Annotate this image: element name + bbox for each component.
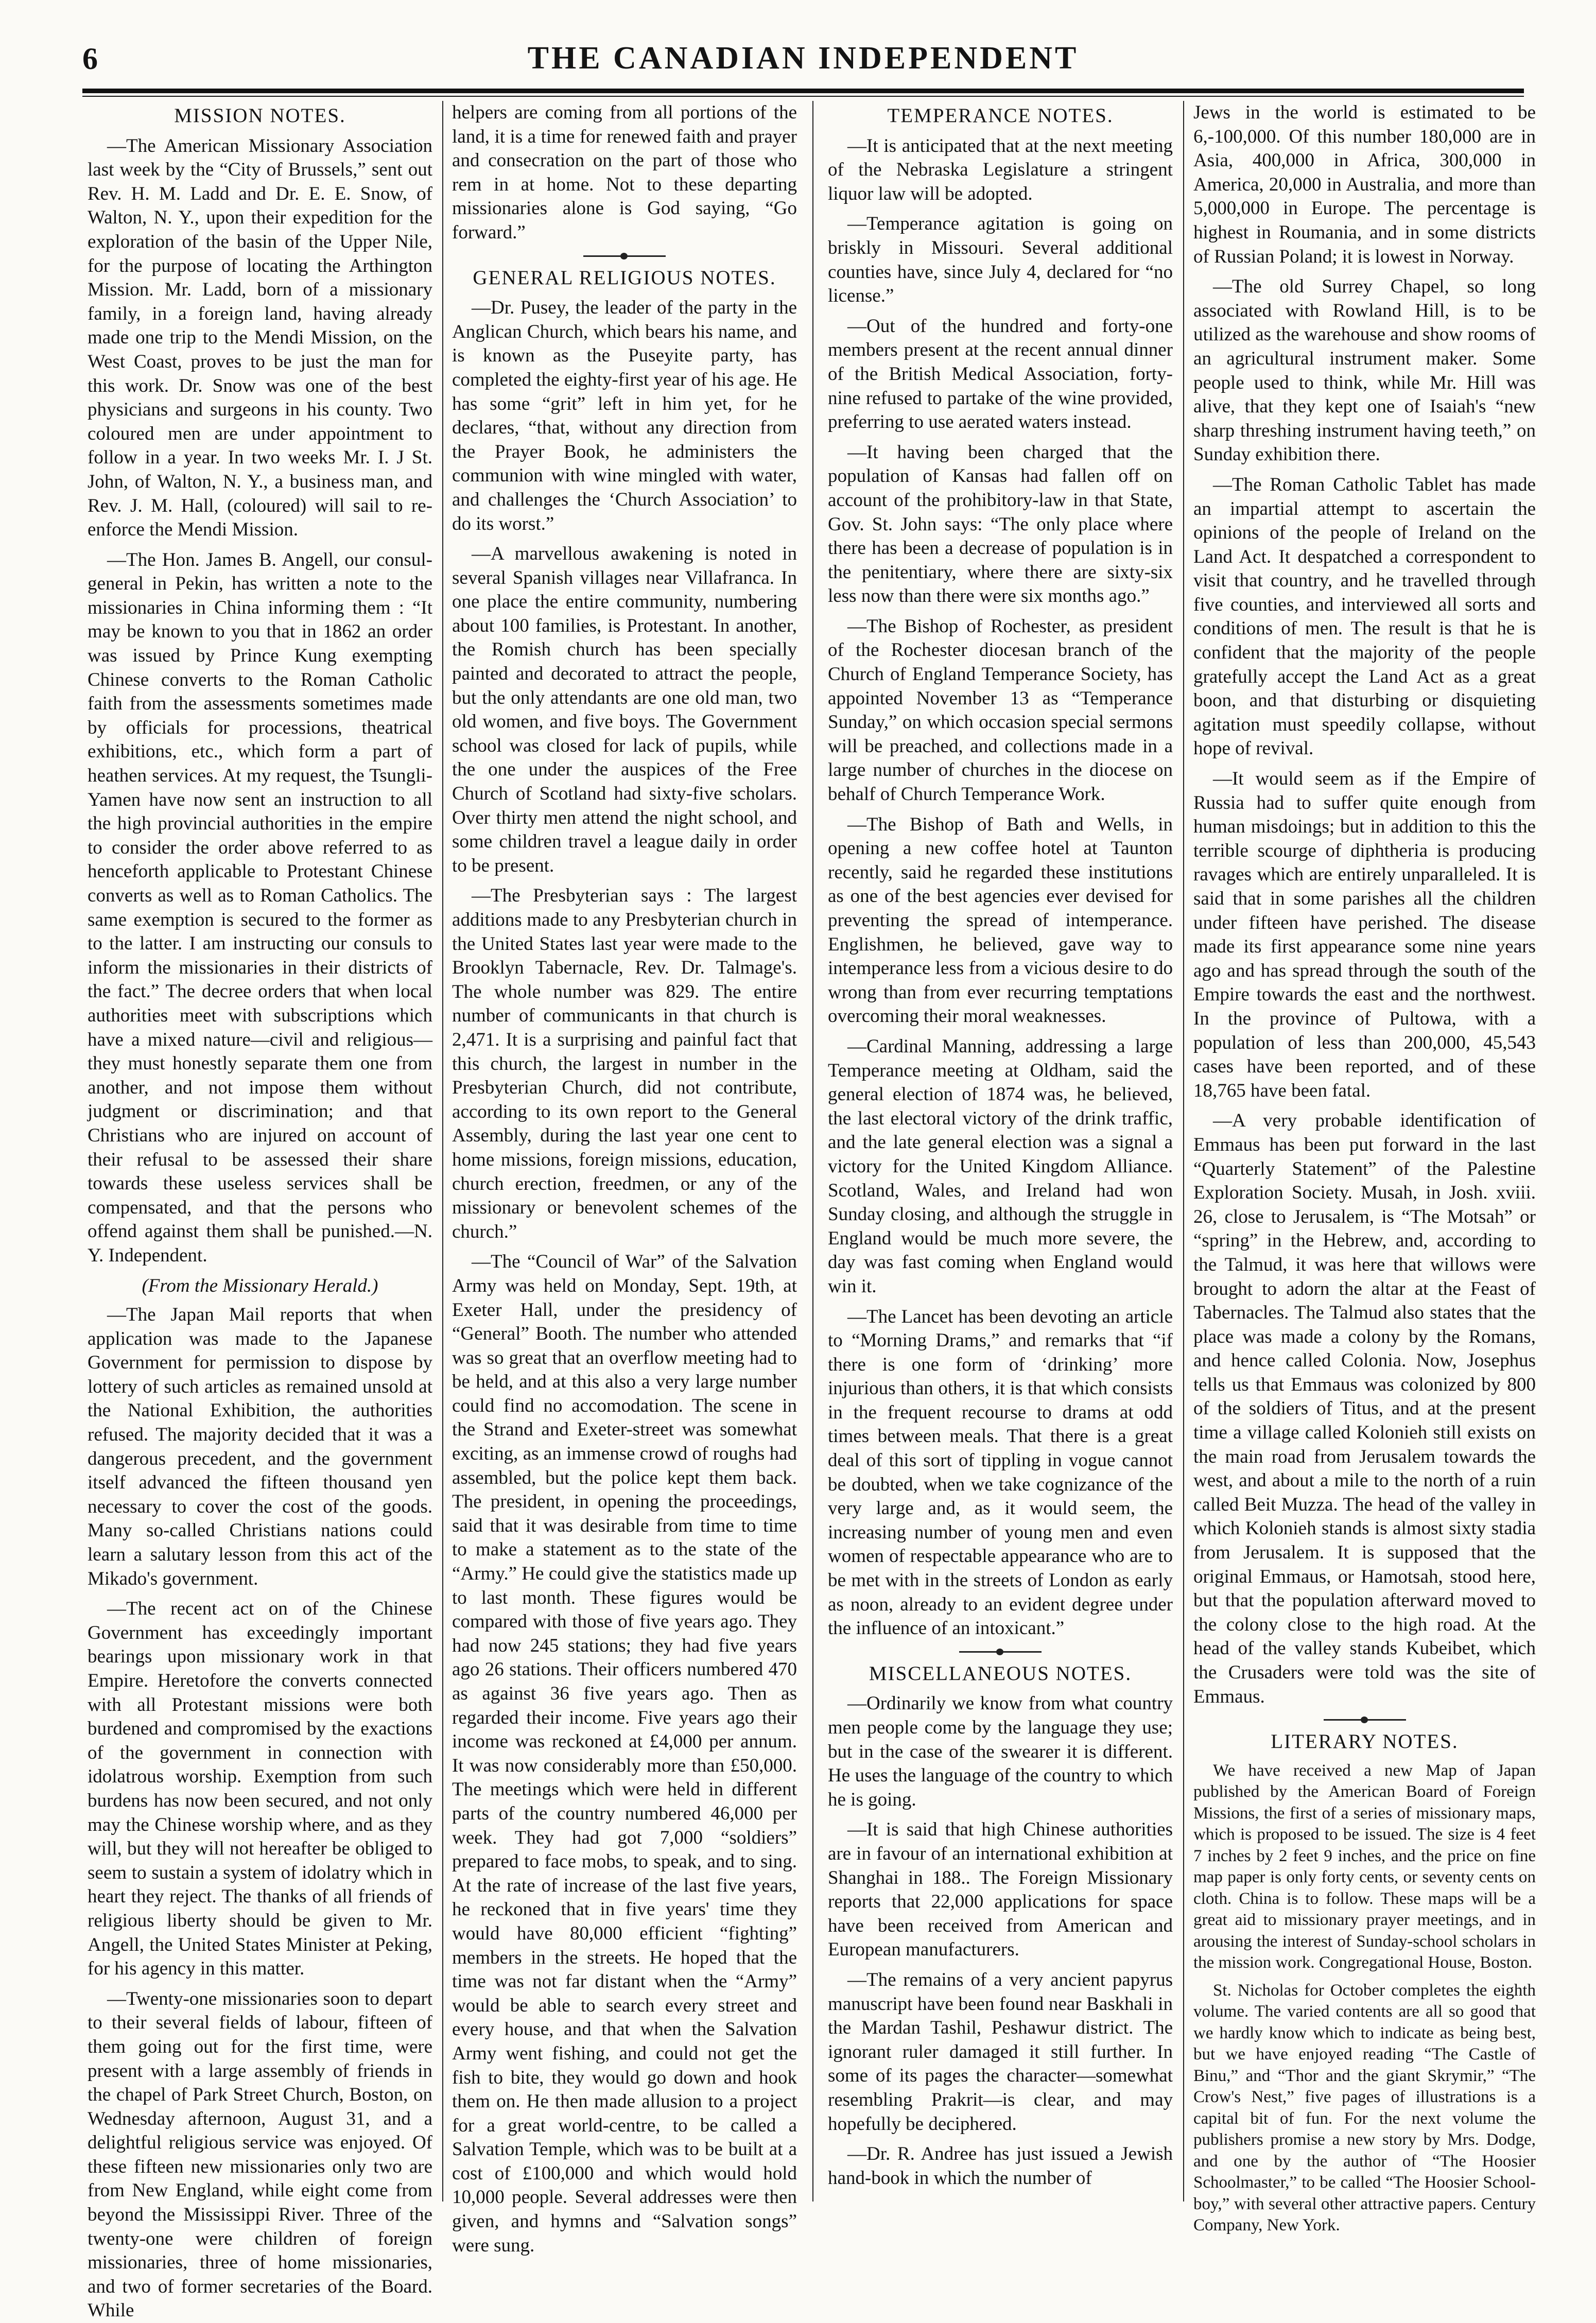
column-literary-notes (1193, 101, 1536, 2235)
article-paragraph: —Temperance agitation is going on briskly in Missouri. Several additional counties have, since July 4, declared for “no license.” (828, 213, 1173, 307)
article-paragraph: —The recent act on of the Chinese Government has exceedingly important bearings upon missionary work in that Empire. Heretofore the converts connected with all Protestant missions were both burdened and compromised by the exactions of the government in connection with idolatrous worship. Exemption from such burdens has now been secured, and not only may the Chinese worship where, and as they will, but they will not hereafter be obliged to seem to sustain a system of idolatry which in heart they reject. The thanks of all friends of religious liberty should be given to Mr. Angell, the United States Minister at Peking, for his agency in this matter. (88, 1598, 432, 1980)
article-paragraph: —The old Surrey Chapel, so long associated with Rowland Hill, is to be utilized as the warehouse and show rooms of an agricultural instrument maker. Some people used to think, while Mr. Hill was alive, that they kept one of Isaiah's “new sharp threshing instrument having teeth,” on Sunday exhibition there. (1193, 276, 1536, 465)
masthead-rule-thick (82, 89, 1524, 93)
article-paragraph: —The Bishop of Rochester, as president of the Rochester diocesan branch of the Church of England Temperance Society, has appointed November 13 as “Temperance Sunday,” on which occasion special sermons will be preached, and collections made in a large number of churches in the diocese on behalf of Church Temperance Work. (828, 615, 1173, 805)
masthead-rule-thin (82, 96, 1524, 97)
section-separator (1324, 1719, 1406, 1721)
article-paragraph: We have received a new Map of Japan published by the American Board of Foreign Missions, the first of a series of missionary maps, which is proposed to be issued. The size is 4 feet 7 inches by 2 feet 9 inches, and the price on fine map paper is only forty cents, or seventy cents on cloth. China is to follow. These maps will be a great aid to missionary prayer meetings, and in arousing the interest of Sunday-school scholars in the mission work. Congregational House, Boston. (1193, 1761, 1536, 1972)
article-paragraph: —Dr. R. Andree has just issued a Jewish hand-book in which the number of (828, 2143, 1173, 2189)
article-paragraph: —The Japan Mail reports that when application was made to the Japanese Government for permission to dispose by lottery of such articles as remained unsold at the National Exhibition, the authorities refused. The majority decided that it was a dangerous precedent, and the government itself advanced the fifteen thousand yen necessary to cover the cost of the goods. Many so-called Christians nations could learn a salutary lesson from this act of the Mikado's government. (88, 1304, 432, 1589)
article-paragraph: —The Lancet has been devoting an article to “Morning Drams,” and remarks that “if there is one form of ‘drinking’ more injurious than others, it is that which consists in the frequent recourse to drams at odd times between meals. That there is a great deal of this sort of tippling in vogue cannot be doubted, when we take cognizance of the very large and, as it would seem, the increasing number of young men and even women of respectable appearance who are to be met with in the streets of London as early as noon, already to an evident degree under the influence of an intoxicant.” (828, 1306, 1173, 1639)
article-paragraph: —The American Missionary Association last week by the “City of Brussels,” sent out Rev. H. M. Ladd and Dr. E. E. Snow, of Walton, N. Y., upon their expedition for the exploration of the basin of the Upper Nile, for the purpose of locating the Arthington Mission. Mr. Ladd, born of a missionary family, in a foreign land, having already made one trip to the Mendi Mission, on the West Coast, proves to be just the man for this work. Dr. Snow was one of the best physicians and surgeons in his county. Two coloured men are under appointment to follow in a year. In two weeks Mr. I. J St. John, of Walton, N. Y., a business man, and Rev. J. M. Hall, (coloured) will sail to re-enforce the Mendi Mission. (88, 135, 432, 541)
section-heading-temperance-notes: TEMPERANCE NOTES. (887, 105, 1114, 127)
newspaper-title: THE CANADIAN INDEPENDENT (527, 41, 1079, 76)
article-paragraph: —Cardinal Manning, addressing a large Temperance meeting at Oldham, said the general election of 1874 was, he believed, the last electoral victory of the drink traffic, and the late general election was a signal a victory for the United Kingdom Alliance. Scotland, Wales, and Ireland had won Sunday closing, and although the struggle in England would be much more severe, the day was fast coming when England would win it. (828, 1035, 1173, 1297)
column-divider (1183, 101, 1184, 2201)
article-paragraph: —It would seem as if the Empire of Russia had to suffer quite enough from human misdoings; but in addition to this the terrible scourge of diphtheria is producing ravages which are entirely unparalleled. It is said that in some parishes all the children under fifteen have perished. The disease made its first appearance some nine years ago and has spread through the south of the Empire towards the east and the northwest. In the province of Pultowa, with a population of less than 200,000, 45,543 cases have been reported, and of these 18,765 have been fatal. (1193, 768, 1536, 1101)
article-paragraph: —A very probable identification of Emmaus has been put forward in the last “Quarterly Statement” of the Palestine Exploration Society. Musah, in Josh. xviii. 26, close to Jerusalem, is “The Motsah” or “spring” in the Hebrew, and, according to the Talmud, it was here that willows were brought to adorn the altar at the Feast of Tabernacles. The Talmud also states that the place was made a colony by the Romans, and hence called Colonia. Now, Josephus tells us that Emmaus was colonized by 800 of the soldiers of Titus, and at the present time a village called Kolonieh still exists on the main road from Jerusalem towards the west, and about a mile to the north of a ruin called Beit Muzza. The head of the valley in which Kolonieh stands is almost sixty stadia from Jerusalem. It is supposed that the original Emmaus, or Hamotsah, stood here, but that the population afterward moved to the colony close to the high road. At the head of the valley stands Kubeibet, which the Crusaders were told was the site of Emmaus. (1193, 1110, 1536, 1707)
article-paragraph: —It is anticipated that at the next meeting of the Nebraska Legislature a stringent liquor law will be adopted. (828, 135, 1173, 204)
column-temperance-notes (828, 101, 1173, 2201)
section-heading-literary-notes: LITERARY NOTES. (1271, 1730, 1459, 1753)
section-separator (583, 255, 666, 257)
article-paragraph: —The Hon. James B. Angell, our consul-general in Pekin, has written a note to the missionaries in China informing them : “It may be known to you that in 1862 an order was issued by Prince Kung exempting Chinese converts to the Roman Catholic faith from the assessments sometimes made by officials for processions, theatrical exhibitions, etc., which form a part of heathen services. At my request, the Tsungli-Yamen have now sent an instruction to all the high provincial authorities in the empire to consider the order above referred to as henceforth applicable to Protestant Chinese converts as well as to Roman Catholics. The same exemption is secured to the former as to the latter. I am instructing our consuls to inform the missionaries in their districts of the fact.” The decree orders that when local authorities meet with subscriptions which have a mixed nature—civil and religious—they must honestly separate them one from another, and not impose them without judgment or discrimination; and that Christians who are injured on account of their refusal to be assessed their share towards these useless services shall be compensated, and that the persons who offend against them shall be punished.—N. Y. Independent. (88, 549, 432, 1266)
section-separator (959, 1651, 1042, 1653)
article-paragraph: —A marvellous awakening is noted in several Spanish villages near Villafranca. In one place the entire community, numbering about 100 families, is Protestant. In another, the Romish church has been specially painted and decorated to attract the people, but the only attendants are one old man, two old women, and five boys. The Government school was closed for lack of pupils, while the one under the auspices of the Free Church of Scotland had sixty-five scholars. Over thirty men attend the night school, and some children travel a league daily in order to be present. (452, 543, 797, 876)
section-heading-miscellaneous-notes: MISCELLANEOUS NOTES. (869, 1662, 1132, 1685)
article-paragraph: —The Bishop of Bath and Wells, in opening a new coffee hotel at Taunton recently, said he regarded these institutions as one of the best agencies ever devised for preventing the spread of intemperance. Englishmen, he believed, gave way to intemperance less from a vicious desire to do wrong than from ever recurring temptations overcoming their moral weaknesses. (828, 813, 1173, 1027)
section-heading-general-religious-notes: GENERAL RELIGIOUS NOTES. (473, 266, 776, 289)
article-paragraph: —Dr. Pusey, the leader of the party in the Anglican Church, which bears his name, and is known as the Puseyite party, has completed the eighty-first year of his age. He has some “grit” left in him yet, for he declares, “that, without any direction from the Prayer Book, he administers the communion with wine mingled with water, and challenges the ‘Church Association’ to do its worst.” (452, 297, 797, 534)
section-heading-mission-notes: MISSION NOTES. (174, 105, 346, 127)
article-paragraph: —The remains of a very ancient papyrus manuscript have been found near Baskhali in the Mardan Tashil, Peshawur district. The ignorant ruler damaged it still further. In some of its pages the character—somewhat resembling Prakrit—is clear, and may hopefully be deciphered. (828, 1969, 1173, 2135)
article-paragraph: —Twenty-one missionaries soon to depart to their several fields of labour, fifteen of them going out for the first time, were present with a large assembly of friends in the chapel of Park Street Church, Boston, on Wednesday afternoon, August 31, and a delightful religious service was enjoyed. Of these fifteen new missionaries only two are from New England, while eight come from beyond the Mississippi River. Three of the twenty-one were children of foreign missionaries, three of home missionaries, and two of former secretaries of the Board. While (88, 1988, 432, 2321)
article-paragraph-continued: helpers are coming from all portions of the land, it is a time for renewed faith and prayer and consecration on the part of those who rem in at home. Not to these departing missionaries alone is God saying, “Go forward.” (452, 102, 797, 243)
column-mission-notes (88, 101, 432, 2321)
article-paragraph-continued: Jews in the world is estimated to be 6,-100,000. Of this number 180,000 are in Asia, 400,000 in Africa, 300,000 in America, 20,000 in Australia, and more than 5,000,000 in Europe. The percentage is highest in Roumania, and in some districts of Russian Poland; it is lowest in Norway. (1193, 102, 1536, 267)
column-divider (442, 101, 443, 2201)
article-paragraph: —The “Council of War” of the Salvation Army was held on Monday, Sept. 19th, at Exeter Hall, under the presidency of “General” Booth. The number who attended was so great that an overflow meeting had to be held, and at this also a very large number could find no accomodation. The scene in the Strand and Exeter-street was somewhat exciting, as an immense crowd of roughs had assembled, but the police kept them back. The president, in opening the proceedings, said that it was desirable from time to time to make a statement as to the state of the “Army.” He could give the statistics made up to last month. These figures would be compared with those of five years ago. They had now 245 stations; they had five years ago 26 stations. Their officers numbered 470 as against 36 five years ago. Then as regarded their income. Five years ago their income was reckoned at £4,000 per annum. It was now considerably more than £50,000. The meetings which were held in different parts of the country numbered 46,000 per week. They had got 7,000 “soldiers” prepared to face mobs, to speak, and to sing. At the rate of increase of the last five years, he reckoned that in five years' time they would have 80,000 efficient “fighting” members in the streets. He hoped that the time was not far distant when the “Army” would be able to search every street and every house, and that when the Salvation Army went fishing, and could not get the fish to bite, they would go down and hook them on. He then made allusion to a project for a great world-centre, to be called a Salvation Temple, which was to be built at a cost of £100,000 and which would hold 10,000 people. Several addresses were then given, and hymns and “Salvation songs” were sung. (452, 1251, 797, 2256)
column-divider (812, 101, 813, 2201)
article-paragraph: —Out of the hundred and forty-one members present at the recent annual dinner of the British Medical Association, forty-nine refused to partake of the wine provided, preferring to use aerated waters instead. (828, 315, 1173, 433)
article-paragraph: —It is said that high Chinese authorities are in favour of an international exhibition at Shanghai in 188.. The Foreign Missionary reports that 22,000 applications for space have been received from American and European manufacturers. (828, 1819, 1173, 1961)
article-paragraph: St. Nicholas for October completes the eighth volume. The varied contents are all so good that we hardly know which to indicate as being best, but we have enjoyed reading “The Castle of Binu,” and “Thor and the giant Skrymir,” “The Crow's Nest,” five pages of illustrations is a capital bit of fun. For the next volume the publishers promise a new story by Mrs. Dodge, and one by the author of “The Hoosier Schoolmaster,” to be called “The Hoosier School-boy,” with several other attractive papers. Century Company, New York. (1193, 1981, 1536, 2235)
column-general-religious-notes (452, 101, 797, 2256)
source-subheading: (From the Missionary Herald.) (142, 1275, 378, 1296)
page-number: 6 (82, 42, 98, 76)
article-paragraph: —It having been charged that the population of Kansas had fallen off on account of the prohibitory-law in that State, Gov. St. John says: “The only place where there has been a decrease of population is in the penitentiary, where there are sixty-six less now than there were six months ago.” (828, 441, 1173, 607)
article-paragraph: —The Roman Catholic Tablet has made an impartial attempt to ascertain the opinions of the people of Ireland on the Land Act. It despatched a correspondent to visit that country, and he travelled through five counties, and interviewed all sorts and conditions of men. The result is that he is confident that the majority of the people gratefully accept the Land Act as a great boon, and that disturbing or disquieting agitation must speedily collapse, without hope of revival. (1193, 474, 1536, 759)
article-paragraph: —The Presbyterian says : The largest additions made to any Presbyterian church in the United States last year were made to the Brooklyn Tabernacle, Rev. Dr. Talmage's. The whole number was 829. The entire number of communicants in that church is 2,471. It is a surprising and painful fact that this church, the largest in number in the Presbyterian Church, did not contribute, according to its own report to the General Assembly, during the last year one cent to home missions, foreign missions, education, church erection, freedmen, or any of the missionary or benevolent schemes of the church.” (452, 885, 797, 1242)
article-paragraph: —Ordinarily we know from what country men people come by the language they use; but in the case of the swearer it is different. He uses the language of the country to which he is going. (828, 1693, 1173, 1810)
masthead (82, 36, 1524, 93)
